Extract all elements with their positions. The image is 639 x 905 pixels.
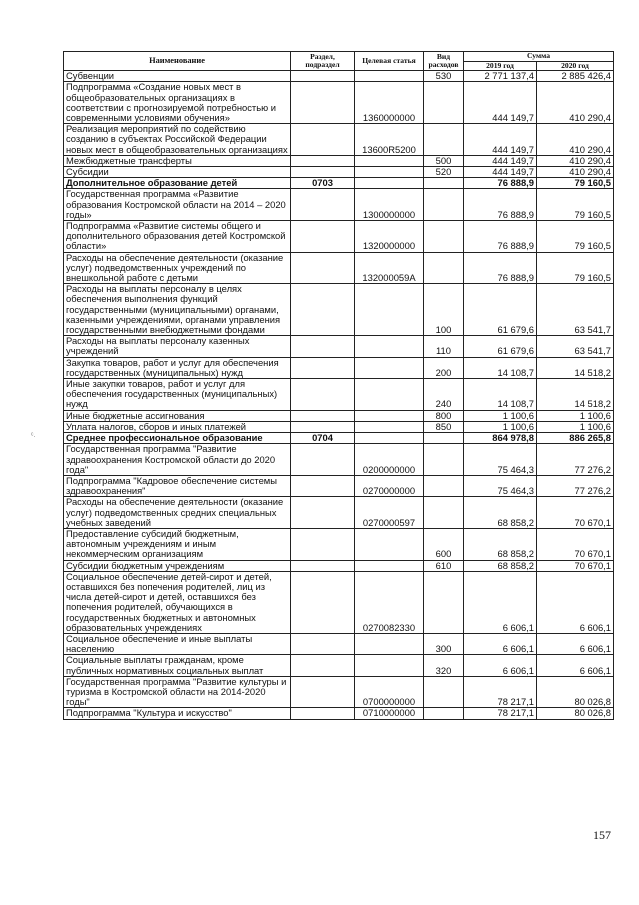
cell-section xyxy=(291,155,355,166)
cell-target: 0270000000 xyxy=(355,475,424,496)
table-row xyxy=(64,676,614,708)
cell-name: Социальное обеспечение детей-сирот и детей, оставшихся без попечения родителей, лиц из числа детей-сирот и детей, оставшихся без попечения родителей, обучающихся в государственных бюджетных и автономных образовательных учреждениях xyxy=(64,571,291,633)
table-row xyxy=(64,528,614,560)
cell-2020: 6 606,1 xyxy=(537,655,614,676)
cell-section: 0704 xyxy=(291,433,355,444)
table-row xyxy=(64,178,614,189)
margin-mark: ᶜ. xyxy=(31,432,36,439)
cell-2020: 79 160,5 xyxy=(537,252,614,284)
cell-2020: 410 290,4 xyxy=(537,167,614,178)
cell-name: Закупка товаров, работ и услуг для обеспечения государственных (муниципальных) нужд xyxy=(64,357,291,378)
cell-2020: 410 290,4 xyxy=(537,124,614,156)
table-row xyxy=(64,708,614,719)
cell-name: Подпрограмма «Развитие системы общего и дополнительного образования детей Костромской области» xyxy=(64,221,291,253)
cell-type: 800 xyxy=(424,410,464,421)
cell-2019: 75 464,3 xyxy=(464,444,537,476)
cell-target xyxy=(355,633,424,654)
cell-type xyxy=(424,475,464,496)
table-body xyxy=(64,71,614,719)
cell-target: 0270082330 xyxy=(355,571,424,633)
cell-target: 0700000000 xyxy=(355,676,424,708)
cell-target xyxy=(355,379,424,411)
cell-2019: 14 108,7 xyxy=(464,357,537,378)
cell-section xyxy=(291,528,355,560)
cell-target: 1320000000 xyxy=(355,221,424,253)
cell-name: Иные закупки товаров, работ и услуг для обеспечения государственных (муниципальных) нужд xyxy=(64,379,291,411)
cell-2020: 63 541,7 xyxy=(537,284,614,336)
cell-section xyxy=(291,497,355,529)
cell-2020: 80 026,8 xyxy=(537,708,614,719)
cell-name: Расходы на выплаты персоналу казенных учреждений xyxy=(64,336,291,357)
cell-name: Подпрограмма «Создание новых мест в общеобразовательных организациях в соответствии с прогнозируемой потребностью и современными условиями обучения» xyxy=(64,82,291,124)
cell-target xyxy=(355,528,424,560)
cell-target xyxy=(355,433,424,444)
cell-target xyxy=(355,410,424,421)
cell-2020: 70 670,1 xyxy=(537,528,614,560)
cell-name: Расходы на выплаты персоналу в целях обеспечения выполнения функций государственными (муниципальными) органами, казенными учреждениями, органами управления государственными внебюджетными фондами xyxy=(64,284,291,336)
cell-target xyxy=(355,167,424,178)
cell-type: 100 xyxy=(424,284,464,336)
table-row xyxy=(64,571,614,633)
cell-2020: 70 670,1 xyxy=(537,497,614,529)
cell-type xyxy=(424,444,464,476)
cell-2019: 61 679,6 xyxy=(464,284,537,336)
cell-name: Предоставление субсидий бюджетным, автономным учреждениям и иным некоммерческим организациям xyxy=(64,528,291,560)
cell-name: Социальные выплаты гражданам, кроме публичных нормативных социальных выплат xyxy=(64,655,291,676)
cell-2020: 410 290,4 xyxy=(537,82,614,124)
cell-section xyxy=(291,284,355,336)
cell-target: 1360000000 xyxy=(355,82,424,124)
cell-name: Социальное обеспечение и иные выплаты населению xyxy=(64,633,291,654)
cell-2019: 78 217,1 xyxy=(464,708,537,719)
cell-name: Субсидии бюджетным учреждениям xyxy=(64,560,291,571)
table-row xyxy=(64,284,614,336)
table-row xyxy=(64,497,614,529)
cell-target xyxy=(355,357,424,378)
cell-2020: 79 160,5 xyxy=(537,189,614,221)
cell-type xyxy=(424,708,464,719)
document-page xyxy=(63,51,613,720)
cell-section xyxy=(291,357,355,378)
cell-2020: 80 026,8 xyxy=(537,676,614,708)
cell-2020: 2 885 426,4 xyxy=(537,71,614,82)
cell-target: 1300000000 xyxy=(355,189,424,221)
header-2019: 2019 год xyxy=(464,61,537,71)
table-row xyxy=(64,560,614,571)
cell-name: Уплата налогов, сборов и иных платежей xyxy=(64,421,291,432)
cell-2020: 6 606,1 xyxy=(537,633,614,654)
cell-name: Реализация мероприятий по содействию созданию в субъектах Российской Федерации новых мест в общеобразовательных организациях xyxy=(64,124,291,156)
cell-name: Среднее профессиональное образование xyxy=(64,433,291,444)
table-row xyxy=(64,336,614,357)
cell-2019: 6 606,1 xyxy=(464,633,537,654)
table-row xyxy=(64,421,614,432)
cell-2019: 444 149,7 xyxy=(464,167,537,178)
cell-target: 132000059А xyxy=(355,252,424,284)
cell-section xyxy=(291,676,355,708)
cell-name: Межбюджетные трансферты xyxy=(64,155,291,166)
cell-section xyxy=(291,221,355,253)
cell-name: Расходы на обеспечение деятельности (оказание услуг) подведомственных учреждений по внешкольной работе с детьми xyxy=(64,252,291,284)
cell-name: Государственная программа "Развитие культуры и туризма в Костромской области на 2014-2020 годы" xyxy=(64,676,291,708)
cell-2020: 1 100,6 xyxy=(537,421,614,432)
cell-type: 300 xyxy=(424,633,464,654)
cell-2020: 886 265,8 xyxy=(537,433,614,444)
header-2020: 2020 год xyxy=(537,61,614,71)
header-sum: Сумма xyxy=(464,52,614,62)
cell-target: 0270000597 xyxy=(355,497,424,529)
cell-type xyxy=(424,189,464,221)
table-row xyxy=(64,379,614,411)
cell-2020: 410 290,4 xyxy=(537,155,614,166)
cell-section xyxy=(291,71,355,82)
cell-section xyxy=(291,444,355,476)
cell-target xyxy=(355,655,424,676)
budget-table xyxy=(63,51,614,720)
cell-target xyxy=(355,284,424,336)
cell-2019: 61 679,6 xyxy=(464,336,537,357)
cell-section xyxy=(291,189,355,221)
cell-type: 850 xyxy=(424,421,464,432)
cell-target: 0200000000 xyxy=(355,444,424,476)
cell-target xyxy=(355,336,424,357)
cell-2019: 444 149,7 xyxy=(464,124,537,156)
header-section: Раздел, подраздел xyxy=(291,52,355,71)
table-row xyxy=(64,82,614,124)
table-row xyxy=(64,221,614,253)
cell-type: 520 xyxy=(424,167,464,178)
cell-type xyxy=(424,221,464,253)
cell-name: Государственная программа "Развитие здравоохранения Костромской области до 2020 года" xyxy=(64,444,291,476)
table-row xyxy=(64,475,614,496)
cell-section: 0703 xyxy=(291,178,355,189)
cell-name: Субвенции xyxy=(64,71,291,82)
cell-2019: 14 108,7 xyxy=(464,379,537,411)
cell-section xyxy=(291,82,355,124)
cell-type xyxy=(424,676,464,708)
cell-2020: 70 670,1 xyxy=(537,560,614,571)
cell-target: 13600R5200 xyxy=(355,124,424,156)
cell-2019: 1 100,6 xyxy=(464,410,537,421)
cell-section xyxy=(291,124,355,156)
cell-name: Расходы на обеспечение деятельности (оказание услуг) подведомственных средних специальных учебных заведений xyxy=(64,497,291,529)
cell-type: 110 xyxy=(424,336,464,357)
cell-section xyxy=(291,633,355,654)
cell-name: Подпрограмма "Культура и искусство" xyxy=(64,708,291,719)
cell-2019: 68 858,2 xyxy=(464,560,537,571)
cell-2019: 68 858,2 xyxy=(464,528,537,560)
cell-2020: 14 518,2 xyxy=(537,379,614,411)
cell-type: 500 xyxy=(424,155,464,166)
cell-2019: 444 149,7 xyxy=(464,82,537,124)
cell-section xyxy=(291,421,355,432)
cell-2020: 6 606,1 xyxy=(537,571,614,633)
cell-type xyxy=(424,252,464,284)
cell-section xyxy=(291,560,355,571)
table-row xyxy=(64,252,614,284)
cell-2019: 76 888,9 xyxy=(464,189,537,221)
cell-type: 240 xyxy=(424,379,464,411)
cell-2019: 444 149,7 xyxy=(464,155,537,166)
header-type: Вид расходов xyxy=(424,52,464,71)
cell-target: 0710000000 xyxy=(355,708,424,719)
cell-type xyxy=(424,571,464,633)
cell-2019: 6 606,1 xyxy=(464,571,537,633)
cell-2020: 63 541,7 xyxy=(537,336,614,357)
cell-type xyxy=(424,497,464,529)
table-row xyxy=(64,167,614,178)
cell-section xyxy=(291,655,355,676)
cell-2019: 2 771 137,4 xyxy=(464,71,537,82)
cell-type: 200 xyxy=(424,357,464,378)
cell-type xyxy=(424,124,464,156)
table-row xyxy=(64,71,614,82)
table-row xyxy=(64,655,614,676)
cell-2019: 864 978,8 xyxy=(464,433,537,444)
cell-target xyxy=(355,421,424,432)
cell-2019: 76 888,9 xyxy=(464,252,537,284)
cell-section xyxy=(291,167,355,178)
cell-section xyxy=(291,571,355,633)
cell-name: Государственная программа «Развитие образования Костромской области на 2014 – 2020 годы» xyxy=(64,189,291,221)
table-row xyxy=(64,124,614,156)
cell-2020: 79 160,5 xyxy=(537,221,614,253)
cell-type: 600 xyxy=(424,528,464,560)
cell-2019: 76 888,9 xyxy=(464,178,537,189)
table-row xyxy=(64,444,614,476)
cell-2019: 76 888,9 xyxy=(464,221,537,253)
cell-type xyxy=(424,82,464,124)
cell-target xyxy=(355,155,424,166)
cell-2020: 77 276,2 xyxy=(537,475,614,496)
cell-type: 610 xyxy=(424,560,464,571)
cell-type: 530 xyxy=(424,71,464,82)
cell-type xyxy=(424,178,464,189)
page-number: 157 xyxy=(593,828,611,842)
table-row xyxy=(64,357,614,378)
cell-name: Подпрограмма "Кадровое обеспечение системы здравоохранения" xyxy=(64,475,291,496)
cell-name: Субсидии xyxy=(64,167,291,178)
cell-2020: 14 518,2 xyxy=(537,357,614,378)
header-name: Наименование xyxy=(64,52,291,71)
cell-2019: 78 217,1 xyxy=(464,676,537,708)
cell-2019: 6 606,1 xyxy=(464,655,537,676)
cell-2020: 79 160,5 xyxy=(537,178,614,189)
cell-type xyxy=(424,433,464,444)
cell-section xyxy=(291,336,355,357)
cell-type: 320 xyxy=(424,655,464,676)
table-row xyxy=(64,410,614,421)
cell-section xyxy=(291,708,355,719)
table-row xyxy=(64,433,614,444)
cell-2020: 77 276,2 xyxy=(537,444,614,476)
table-row xyxy=(64,155,614,166)
cell-section xyxy=(291,379,355,411)
table-row xyxy=(64,633,614,654)
cell-2020: 1 100,6 xyxy=(537,410,614,421)
cell-section xyxy=(291,475,355,496)
cell-section xyxy=(291,410,355,421)
cell-name: Иные бюджетные ассигнования xyxy=(64,410,291,421)
cell-name: Дополнительное образование детей xyxy=(64,178,291,189)
table-row xyxy=(64,189,614,221)
header-target: Целевая статья xyxy=(355,52,424,71)
cell-section xyxy=(291,252,355,284)
cell-target xyxy=(355,560,424,571)
cell-2019: 1 100,6 xyxy=(464,421,537,432)
cell-target xyxy=(355,71,424,82)
cell-target xyxy=(355,178,424,189)
cell-2019: 75 464,3 xyxy=(464,475,537,496)
cell-2019: 68 858,2 xyxy=(464,497,537,529)
